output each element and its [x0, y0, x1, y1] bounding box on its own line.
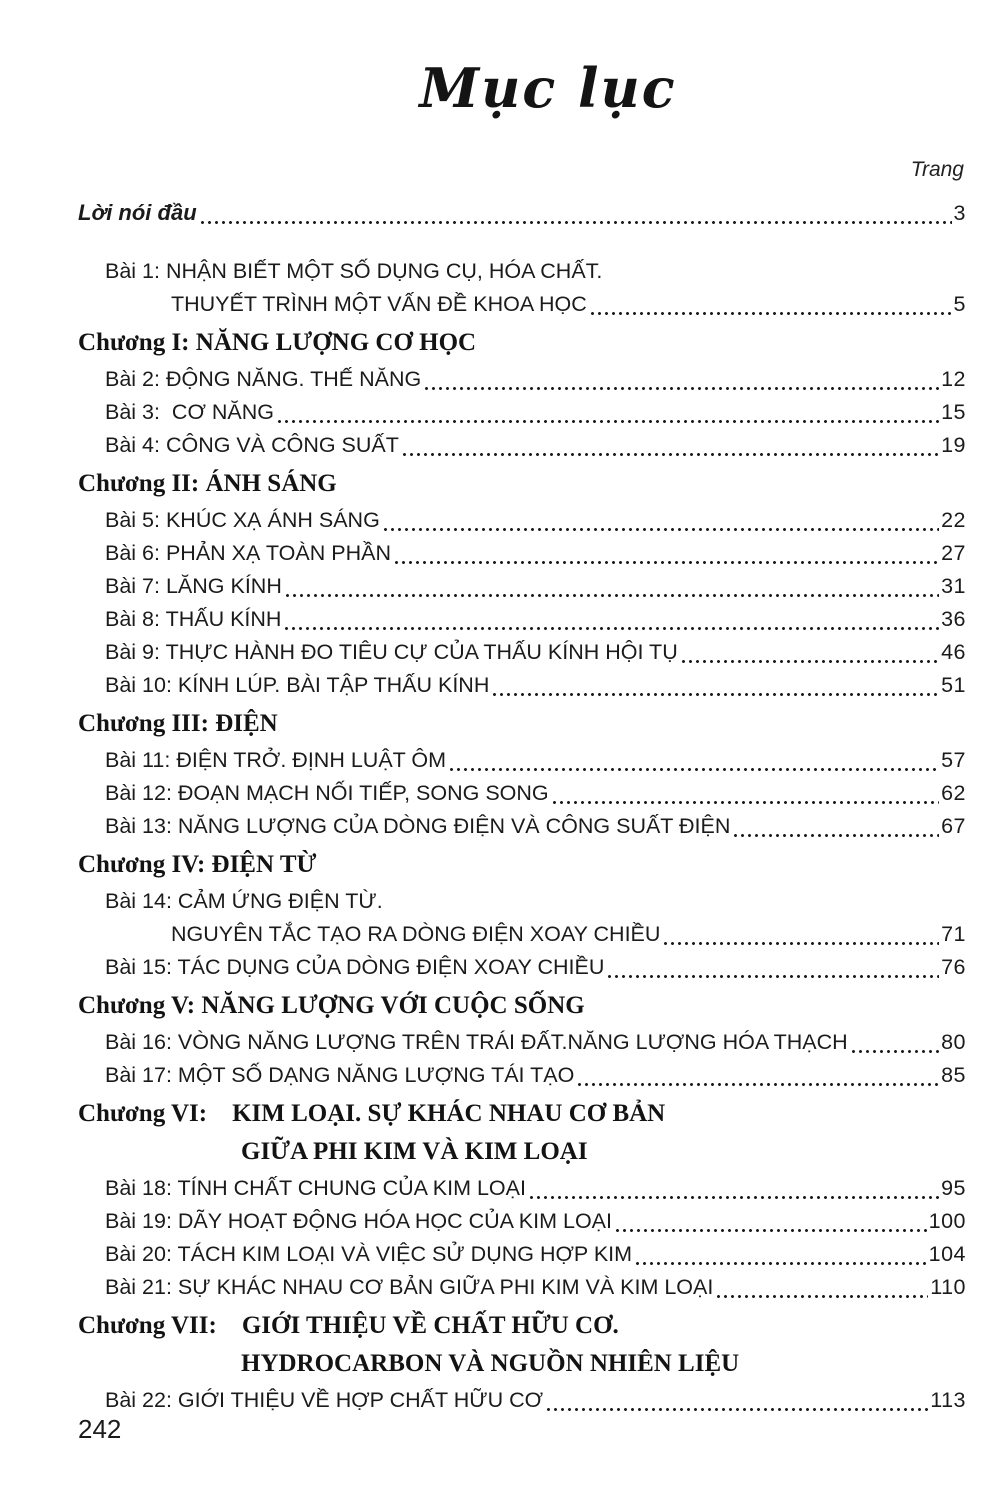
- toc-chapter-heading: [78, 846, 966, 884]
- toc-line: [78, 744, 966, 777]
- entry-title-text: Bài 1: NHẬN BIẾT MỘT SỐ DỤNG CỤ, HÓA CHẤT.: [105, 259, 603, 283]
- dot-leader: [425, 380, 939, 390]
- entry-title-text: Bài 18: TÍNH CHẤT CHUNG CỦA KIM LOẠI: [105, 1176, 526, 1200]
- toc-list: [78, 196, 966, 1417]
- toc-entry: [78, 744, 966, 777]
- entry-page-number: 80: [941, 1030, 966, 1054]
- toc-line: [78, 288, 966, 321]
- entry-title-text: Bài 10: KÍNH LÚP. BÀI TẬP THẤU KÍNH: [105, 673, 490, 697]
- toc-line: [78, 1059, 966, 1092]
- toc-line: [78, 1095, 966, 1133]
- toc-line: [78, 363, 966, 396]
- toc-line: [78, 918, 966, 951]
- toc-chapter-heading: [78, 324, 966, 362]
- dot-leader: [201, 214, 952, 224]
- entry-page-number: 95: [941, 1176, 966, 1200]
- entry-page-number: 12: [941, 367, 966, 391]
- dot-leader: [636, 1255, 927, 1265]
- toc-entry: [78, 1205, 966, 1238]
- toc-line: [78, 396, 966, 429]
- entry-title-text: Bài 9: THỰC HÀNH ĐO TIÊU CỰ CỦA THẤU KÍNH HỘI TỤ: [105, 640, 678, 664]
- toc-line: [78, 810, 966, 843]
- toc-entry: [78, 429, 966, 462]
- chapter-title-text: Chương V: NĂNG LƯỢNG VỚI CUỘC SỐNG: [78, 992, 585, 1019]
- entry-page-number: 100: [928, 1209, 966, 1233]
- dot-leader: [578, 1076, 939, 1086]
- chapter-title-text: HYDROCARBON VÀ NGUỒN NHIÊN LIỆU: [241, 1350, 740, 1377]
- toc-line: [78, 669, 966, 702]
- dot-leader: [547, 1401, 928, 1411]
- toc-entry: [78, 255, 966, 321]
- toc-line: [78, 951, 966, 984]
- toc-line: [78, 1026, 966, 1059]
- toc-entry: [78, 1271, 966, 1304]
- entry-title-text: Bài 21: SỰ KHÁC NHAU CƠ BẢN GIỮA PHI KIM VÀ KIM LOẠI: [105, 1275, 714, 1299]
- entry-page-number: 27: [941, 541, 966, 565]
- entry-page-number: 104: [928, 1242, 966, 1266]
- dot-leader: [664, 935, 939, 945]
- entry-page-number: 36: [941, 607, 966, 631]
- toc-chapter-heading: [78, 987, 966, 1025]
- toc-line: [78, 570, 966, 603]
- toc-line: [78, 255, 966, 288]
- toc-line: [78, 1238, 966, 1271]
- chapter-title-text: Chương I: NĂNG LƯỢNG CƠ HỌC: [78, 329, 477, 356]
- toc-entry: [78, 951, 966, 984]
- chapter-title-text: Chương VI: KIM LOẠI. SỰ KHÁC NHAU CƠ BẢN: [78, 1100, 666, 1127]
- dot-leader: [384, 521, 939, 531]
- toc-line: [78, 1205, 966, 1238]
- toc-entry: [78, 636, 966, 669]
- entry-page-number: 85: [941, 1063, 966, 1087]
- toc-line: [78, 1172, 966, 1205]
- entry-title-text: Bài 16: VÒNG NĂNG LƯỢNG TRÊN TRÁI ĐẤT.NĂNG LƯỢNG HÓA THẠCH: [105, 1030, 848, 1054]
- toc-chapter-heading: [78, 1307, 966, 1383]
- entry-page-number: 113: [930, 1388, 966, 1412]
- entry-page-number: 31: [941, 574, 966, 598]
- dot-leader: [616, 1222, 927, 1232]
- page-title: Mục lục: [419, 56, 677, 120]
- toc-line: [78, 846, 966, 884]
- dot-leader: [450, 761, 939, 771]
- toc-entry: [78, 1238, 966, 1271]
- dot-leader: [734, 827, 939, 837]
- toc-entry: [78, 570, 966, 603]
- dot-leader: [403, 446, 939, 456]
- toc-line: [78, 1345, 966, 1383]
- entry-title-text: Bài 3: CƠ NĂNG: [105, 400, 274, 424]
- entry-page-number: 62: [941, 781, 966, 805]
- toc-line: [78, 196, 966, 230]
- toc-line: [78, 705, 966, 743]
- dot-leader: [278, 413, 939, 423]
- entry-title-text: Lời nói đầu: [78, 200, 197, 225]
- page-title-wrap: [104, 56, 992, 152]
- dot-leader: [553, 794, 939, 804]
- toc-entry: [78, 363, 966, 396]
- chapter-title-text: Chương II: ÁNH SÁNG: [78, 470, 337, 497]
- toc-line: [78, 504, 966, 537]
- toc-line: [78, 465, 966, 503]
- toc-entry: [78, 537, 966, 570]
- toc-line: [78, 324, 966, 362]
- chapter-title-text: Chương III: ĐIỆN: [78, 710, 278, 737]
- entry-title-text: Bài 7: LĂNG KÍNH: [105, 574, 282, 598]
- entry-page-number: 19: [941, 433, 966, 457]
- entry-page-number: 5: [953, 292, 966, 316]
- entry-title-text: Bài 14: CẢM ỨNG ĐIỆN TỪ.: [105, 889, 383, 913]
- toc-line: [78, 1307, 966, 1345]
- dot-leader: [852, 1043, 939, 1053]
- entry-title-text: Bài 17: MỘT SỐ DẠNG NĂNG LƯỢNG TÁI TẠO: [105, 1063, 575, 1087]
- entry-page-number: 3: [953, 201, 966, 225]
- entry-title-text: THUYẾT TRÌNH MỘT VẤN ĐỀ KHOA HỌC: [171, 292, 587, 316]
- entry-page-number: 67: [941, 814, 966, 838]
- toc-line: [78, 777, 966, 810]
- dot-leader: [591, 305, 952, 315]
- entry-page-number: 15: [941, 400, 966, 424]
- dot-leader: [717, 1288, 928, 1298]
- entry-title-text: Bài 15: TÁC DỤNG CỦA DÒNG ĐIỆN XOAY CHIỀU: [105, 955, 605, 979]
- entry-title-text: Bài 20: TÁCH KIM LOẠI VÀ VIỆC SỬ DỤNG HỢP KIM: [105, 1242, 633, 1266]
- dot-leader: [608, 968, 939, 978]
- page-column-header: Trang: [910, 158, 964, 181]
- entry-title-text: Bài 11: ĐIỆN TRỞ. ĐỊNH LUẬT ÔM: [105, 748, 447, 772]
- dot-leader: [285, 620, 939, 630]
- toc-line: [78, 429, 966, 462]
- dot-leader: [530, 1189, 939, 1199]
- toc-chapter-heading: [78, 705, 966, 743]
- entry-page-number: 51: [941, 673, 966, 697]
- entry-page-number: 46: [941, 640, 966, 664]
- toc-entry: [78, 1026, 966, 1059]
- toc-entry: [78, 777, 966, 810]
- entry-page-number: 57: [941, 748, 966, 772]
- toc-entry: [78, 885, 966, 951]
- footer-page-number: 242: [78, 1414, 122, 1444]
- toc-entry: [78, 196, 966, 230]
- entry-title-text: Bài 12: ĐOẠN MẠCH NỐI TIẾP, SONG SONG: [105, 781, 549, 805]
- entry-title-text: Bài 13: NĂNG LƯỢNG CỦA DÒNG ĐIỆN VÀ CÔNG SUẤT ĐIỆN: [105, 814, 731, 838]
- entry-title-text: Bài 22: GIỚI THIỆU VỀ HỢP CHẤT HỮU CƠ: [105, 1388, 544, 1412]
- entry-title-text: Bài 5: KHÚC XẠ ÁNH SÁNG: [105, 508, 380, 532]
- chapter-title-text: GIỮA PHI KIM VÀ KIM LOẠI: [241, 1138, 588, 1165]
- toc-entry: [78, 810, 966, 843]
- entry-title-text: NGUYÊN TẮC TẠO RA DÒNG ĐIỆN XOAY CHIỀU: [171, 922, 661, 946]
- chapter-title-text: Chương VII: GIỚI THIỆU VỀ CHẤT HỮU CƠ.: [78, 1312, 619, 1339]
- toc-line: [78, 987, 966, 1025]
- toc-line: [78, 537, 966, 570]
- entry-page-number: 22: [941, 508, 966, 532]
- entry-title-text: Bài 4: CÔNG VÀ CÔNG SUẤT: [105, 433, 399, 457]
- dot-leader: [395, 554, 939, 564]
- toc-entry: [78, 1384, 966, 1417]
- entry-title-text: Bài 6: PHẢN XẠ TOÀN PHẦN: [105, 541, 391, 565]
- toc-line: [78, 603, 966, 636]
- toc-line: [78, 636, 966, 669]
- dot-leader: [682, 653, 939, 663]
- entry-title-text: Bài 2: ĐỘNG NĂNG. THẾ NĂNG: [105, 367, 422, 391]
- toc-entry: [78, 504, 966, 537]
- toc-entry: [78, 669, 966, 702]
- toc-entry: [78, 396, 966, 429]
- entry-page-number: 76: [941, 955, 966, 979]
- entry-title-text: Bài 8: THẤU KÍNH: [105, 607, 282, 631]
- toc-line: [78, 885, 966, 918]
- chapter-title-text: Chương IV: ĐIỆN TỪ: [78, 851, 317, 878]
- toc-chapter-heading: [78, 465, 966, 503]
- toc-entry: [78, 1172, 966, 1205]
- toc-line: [78, 1384, 966, 1417]
- dot-leader: [286, 587, 939, 597]
- toc-chapter-heading: [78, 1095, 966, 1171]
- toc-entry: [78, 1059, 966, 1092]
- entry-page-number: 71: [941, 922, 966, 946]
- toc-line: [78, 1271, 966, 1304]
- entry-title-text: Bài 19: DÃY HOẠT ĐỘNG HÓA HỌC CỦA KIM LOẠI: [105, 1209, 612, 1233]
- entry-page-number: 110: [930, 1275, 966, 1299]
- dot-leader: [493, 686, 939, 696]
- toc-line: [78, 1133, 966, 1171]
- toc-entry: [78, 603, 966, 636]
